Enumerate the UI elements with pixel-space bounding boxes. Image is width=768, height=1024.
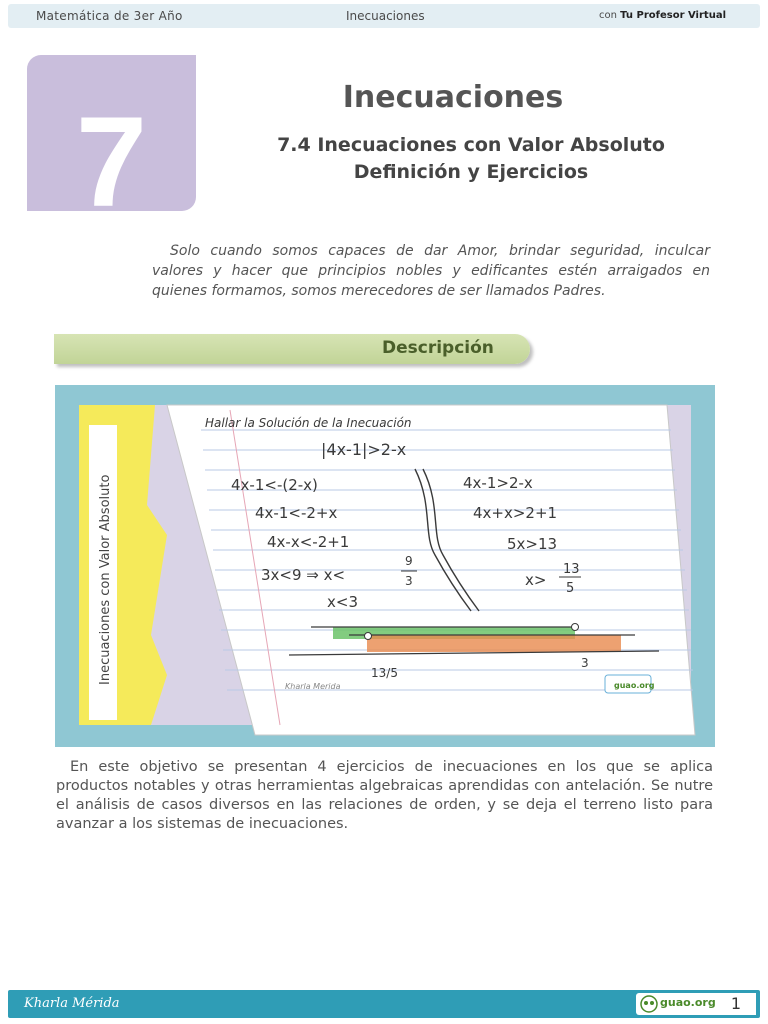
right-step-3: 5x>13 xyxy=(507,535,558,553)
footer-logo xyxy=(636,993,716,1015)
unit-number: 7 xyxy=(75,91,148,234)
brand-prefix: con xyxy=(599,10,617,21)
course-name: Matemática de 3er Año xyxy=(36,9,183,23)
section-heading: Descripción xyxy=(382,338,494,358)
left-step-3: 4x-x<-2+1 xyxy=(267,533,350,551)
right-fraction-numerator: 13 xyxy=(563,562,580,577)
notebook-title: Hallar la Solución de la Inecuación xyxy=(205,416,412,430)
unit-label: 7ma Unidad xyxy=(47,229,176,251)
epigraph-quote: Solo cuando somos capaces de dar Amor, brindar seguridad, inculcar valores y hacer que principios nobles y edificantes estén arraigados en quienes formamos, somos merecedores de ser llamados Padres. xyxy=(152,243,710,299)
right-fraction-denominator: 5 xyxy=(566,581,575,596)
figure-signature: Kharla Merida xyxy=(285,682,341,691)
main-equation: |4x-1|>2-x xyxy=(321,440,407,459)
right-step-1: 4x-1>2-x xyxy=(463,474,533,492)
unit-badge xyxy=(27,55,196,251)
solution-region-right xyxy=(367,635,621,652)
header-brand xyxy=(599,10,726,21)
page-title: Inecuaciones xyxy=(342,80,564,115)
owl-icon xyxy=(640,995,658,1013)
left-step-4: 3x<9 ⇒ x< xyxy=(261,566,346,584)
page-subtitle xyxy=(236,132,706,186)
brand-name: Tu Profesor Virtual xyxy=(620,10,726,21)
section-heading-banner xyxy=(54,334,530,364)
right-step-4: x> xyxy=(525,571,547,589)
tick-label-left: 13/5 xyxy=(371,666,398,680)
left-fraction-numerator: 9 xyxy=(405,554,413,568)
left-fraction-denominator: 3 xyxy=(405,574,413,588)
notebook-illustration xyxy=(55,385,715,747)
page-header xyxy=(8,4,760,28)
subtitle-line-2: Definición y Ejercicios xyxy=(353,161,589,183)
page-footer xyxy=(8,990,760,1018)
open-point-right xyxy=(572,624,579,631)
notebook-figure xyxy=(55,385,715,747)
side-label: Inecuaciones con Valor Absoluto xyxy=(98,474,113,685)
left-step-2: 4x-1<-2+x xyxy=(255,504,338,522)
header-topic: Inecuaciones xyxy=(346,9,425,23)
left-step-5: x<3 xyxy=(327,593,358,611)
figure-logo-text: guao.org xyxy=(614,681,655,690)
right-step-2: 4x+x>2+1 xyxy=(473,504,558,522)
open-point-left xyxy=(365,633,372,640)
page-number: 1 xyxy=(716,993,756,1015)
tick-label-right: 3 xyxy=(581,656,589,670)
footer-logo-text: guao.org xyxy=(660,996,716,1009)
footer-author: Kharla Mérida xyxy=(24,996,120,1011)
description-paragraph: En este objetivo se presentan 4 ejercicios de inecuaciones en los que se aplica productos notables y otras herramientas algebraicas aprendidas con antelación. Se nutre el análisis de casos diversos en las relaciones de orden, y se deja el terreno listo para avanzar a los sistemas de inecuaciones. xyxy=(56,759,713,832)
subtitle-line-1: 7.4 Inecuaciones con Valor Absoluto xyxy=(277,134,665,156)
left-step-1: 4x-1<-(2-x) xyxy=(231,476,318,494)
